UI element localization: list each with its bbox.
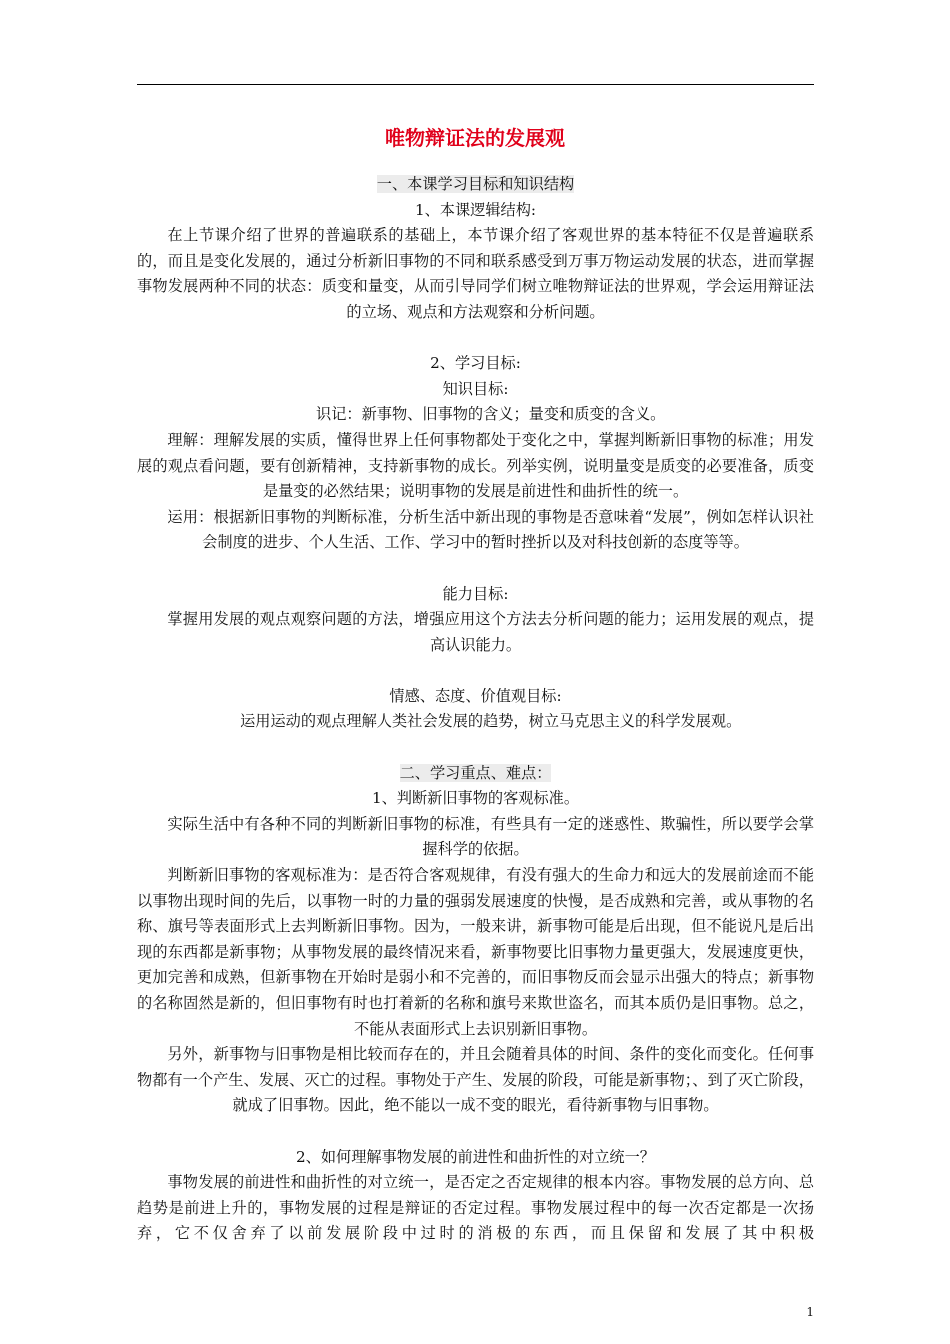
ability-paragraph: 掌握用发展的观点观察问题的方法，增强应用这个方法去分析问题的能力；运用发展的观点，提高认识能力。 <box>167 610 814 654</box>
spacer <box>137 1119 814 1145</box>
spacer <box>137 326 814 352</box>
emotion-paragraph: 运用运动的观点理解人类社会发展的趋势，树立马克思主义的科学发展观。 <box>240 712 742 731</box>
section1-sub2: 2、学习目标: <box>430 354 521 373</box>
section2-paragraph-4: 事物发展的前进性和曲折性的对立统一，是否定之否定规律的根本内容。事物发展的总方向、总趋势是前进上升的，事物发展的过程是辩证的否定过程。事物发展过程中的每一次否定都是一次扬弃，它不仅舍弃了以前发展阶段中过时的消极的东西，而且保留和发展了其中积极 <box>137 1173 814 1243</box>
section2-paragraph-3: 另外，新事物与旧事物是相比较而存在的，并且会随着具体的时间、条件的变化而变化。任何事物都有一个产生、发展、灭亡的过程。事物处于产生、发展的阶段，可能是新事物；、到了灭亡阶段，就成了旧事物。因此，绝不能以一成不变的眼光，看待新事物与旧事物。 <box>137 1045 814 1115</box>
spacer <box>137 556 814 582</box>
spacer <box>137 658 814 684</box>
knowledge-goal-label: 知识目标: <box>442 379 509 398</box>
spacer <box>137 735 814 761</box>
section2-paragraph-2: 判断新旧事物的客观标准为：是否符合客观规律，有没有强大的生命力和远大的发展前途而不能以事物出现时间的先后，以事物一时的力量的强弱发展速度的快慢，是否成熟和完善，或从事物的名称、旗号等表面形式上去判断新旧事物。因为，一般来讲，新事物可能是后出现，但不能说凡是后出现的东西都是新事物；从事物发展的最终情况来看，新事物要比旧事物力量更强大，发展速度更快，更加完善和成熟，但新事物在开始时是弱小和不完善的，而旧事物反而会显示出强大的特点；新事物的名称固然是新的，但旧事物有时也打着新的名称和旗号来欺世盗名，而其本质仍是旧事物。总之，不能从表面形式上去识别新旧事物。 <box>137 866 814 1038</box>
document-body <box>137 172 814 1247</box>
emotion-goal-label: 情感、态度、价值观目标: <box>389 686 562 705</box>
ability-goal-label: 能力目标: <box>442 584 509 603</box>
understand-paragraph: 理解：理解发展的实质，懂得世界上任何事物都处于变化之中，掌握判断新旧事物的标准；用发展的观点看问题，要有创新精神，支持新事物的成长。列举实例，说明量变是质变的必要准备，质变是量变的必然结果；说明事物的发展是前进性和曲折性的统一。 <box>137 430 814 501</box>
section2-sub2: 2、如何理解事物发展的前进性和曲折性的对立统一？ <box>296 1147 655 1166</box>
page-number: 1 <box>806 1305 814 1319</box>
section2-sub1: 1、判断新旧事物的客观标准。 <box>371 789 580 808</box>
recall-paragraph: 识记：新事物、旧事物的含义；量变和质变的含义。 <box>316 405 666 424</box>
section1-paragraph-structure: 在上节课介绍了世界的普遍联系的基础上，本节课介绍了客观世界的基本特征不仅是普遍联系的，而且是变化发展的，通过分析新旧事物的不同和联系感受到万事万物运动发展的状态，进而掌握事物发展两种不同的状态：质变和量变，从而引导同学们树立唯物辩证法的世界观，学会运用辩证法的立场、观点和方法观察和分析问题。 <box>137 226 814 321</box>
document-title: 唯物辩证法的发展观 <box>385 126 565 150</box>
header-rule <box>137 84 814 85</box>
apply-paragraph: 运用：根据新旧事物的判断标准，分析生活中新出现的事物是否意味着“发展”，例如怎样认识社会制度的进步、个人生活、工作、学习中的暂时挫折以及对科技创新的态度等等。 <box>167 507 814 552</box>
section1-sub1: 1、本课逻辑结构: <box>414 200 537 219</box>
section2-heading: 二、学习重点、难点： <box>399 763 552 782</box>
section1-heading: 一、本课学习目标和知识结构 <box>376 175 575 193</box>
section2-paragraph-1: 实际生活中有各种不同的判断新旧事物的标准，有些具有一定的迷惑性、欺骗性，所以要学会掌握科学的依据。 <box>167 814 814 859</box>
